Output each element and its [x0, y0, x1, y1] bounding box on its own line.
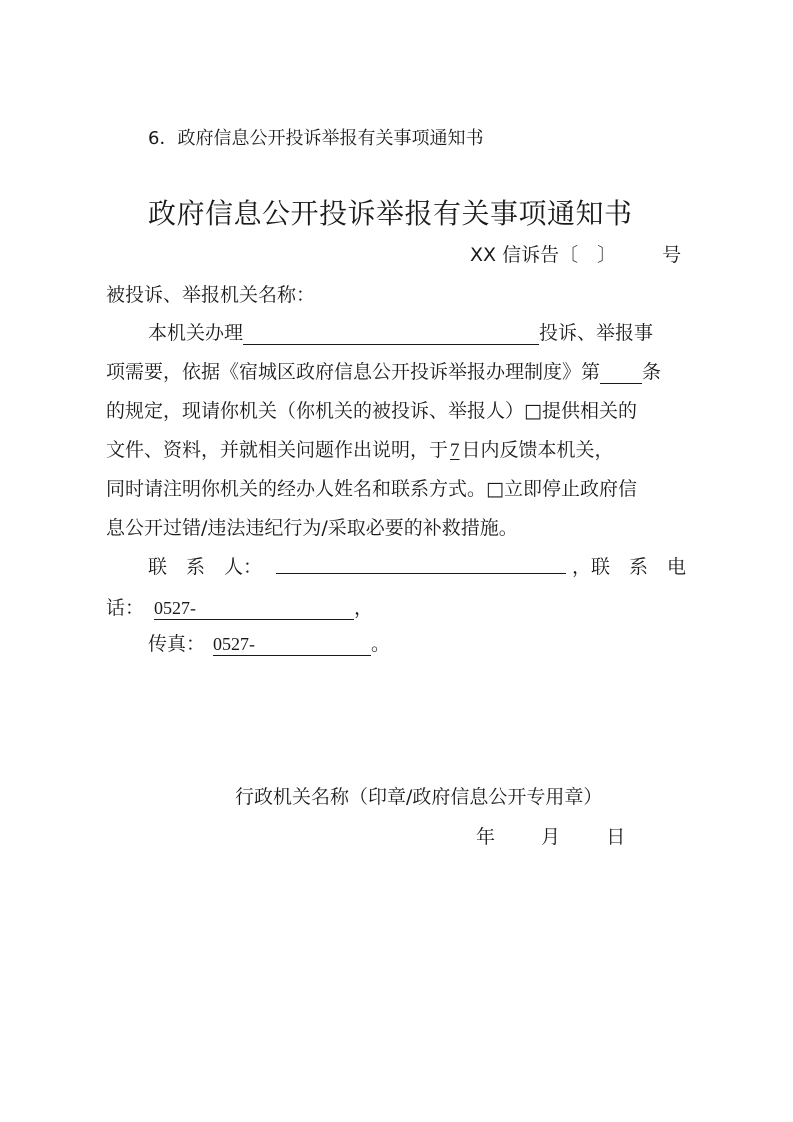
article-blank[interactable]	[600, 362, 642, 384]
fax-field[interactable]	[213, 634, 371, 656]
document-number-suffix: 号	[662, 244, 682, 266]
date-year: 年	[476, 826, 496, 848]
body-line-2	[106, 357, 686, 384]
body-l4-start: 文件、资料，并就相关问题作出说明，于	[106, 439, 449, 461]
body-p1-start: 本机关办理	[148, 322, 244, 344]
phone-prefix: 0527-	[154, 598, 197, 618]
date-month: 月	[541, 826, 561, 848]
body-line-6: 息公开过错/违法违纪行为/采取必要的补救措施。	[106, 517, 518, 539]
body-line-5: 同时请注明你机关的经办人姓名和联系方式。□立即停止政府信	[106, 478, 637, 500]
date-day: 日	[606, 826, 626, 848]
body-l4-end: 日内反馈本机关，	[461, 439, 614, 461]
days-value: 7	[450, 440, 460, 461]
contact-line: 联 系 人： ， 联 系 电	[148, 552, 686, 579]
section-heading: 6．政府信息公开投诉举报有关事项通知书	[148, 128, 484, 149]
phone-line	[106, 593, 686, 620]
date-line	[476, 822, 625, 849]
fax-prefix: 0527-	[213, 634, 256, 654]
contact-person-label: 联 系 人：	[148, 556, 263, 578]
signature-line: 行政机关名称（印章/政府信息公开专用章）	[235, 786, 603, 808]
phone-label-part-a: 联 系 电	[590, 556, 686, 578]
phone-field[interactable]	[154, 598, 354, 620]
recipient-label: 被投诉、举报机关名称：	[106, 284, 316, 306]
fax-label: 传真：	[148, 633, 206, 655]
matter-blank[interactable]	[243, 323, 539, 345]
phone-end: ，	[354, 597, 374, 619]
fax-end: 。	[371, 633, 391, 655]
body-line-1	[148, 318, 686, 345]
contact-person-blank[interactable]	[276, 552, 566, 574]
body-l2-end: 条	[642, 361, 662, 383]
body-p1-end: 投诉、举报事	[539, 322, 654, 344]
document-number-prefix: XX 信诉告〔 〕	[470, 244, 617, 266]
body-line-4	[106, 435, 686, 462]
document-title: 政府信息公开投诉举报有关事项通知书	[148, 197, 633, 230]
phone-label-part-b: 话：	[106, 597, 145, 619]
body-line-3: 的规定，现请你机关（你机关的被投诉、举报人）□提供相关的	[106, 400, 637, 422]
body-l2-start: 项需要，依据《宿城区政府信息公开投诉举报办理制度》第	[106, 361, 601, 383]
document-number	[470, 240, 681, 267]
fax-line	[148, 629, 686, 656]
